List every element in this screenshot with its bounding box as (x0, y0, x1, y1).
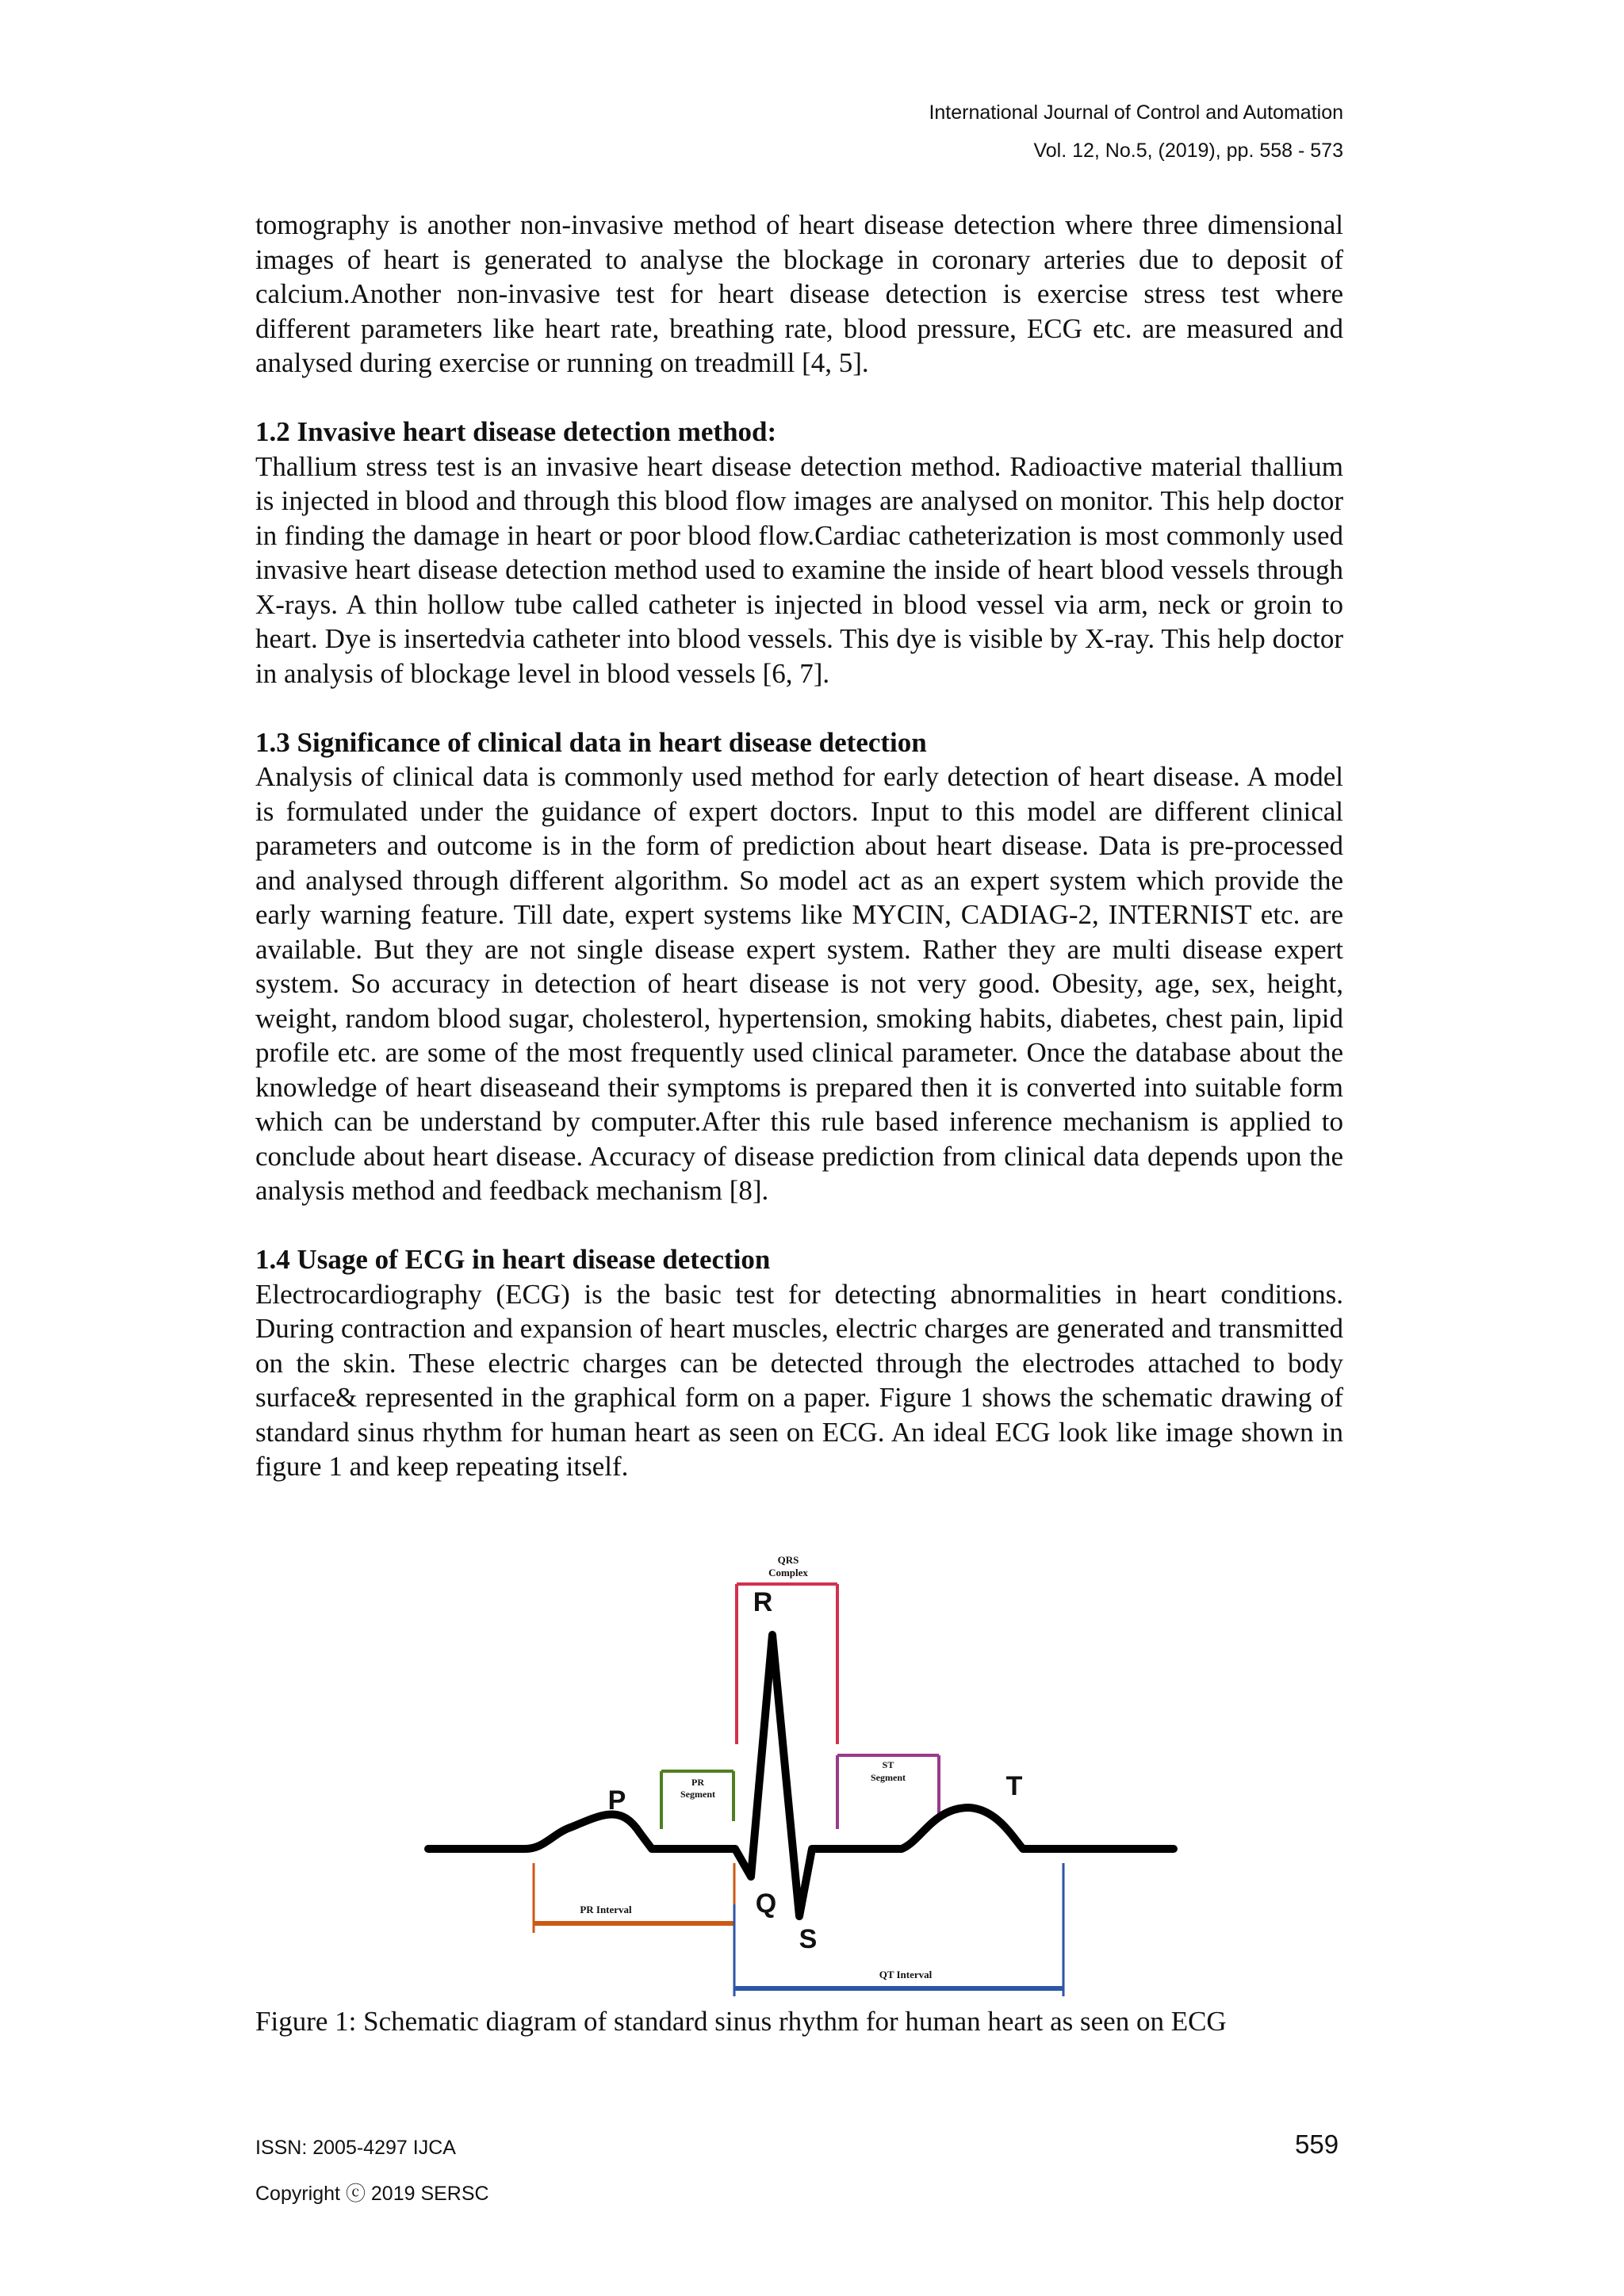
pr-interval-bracket (534, 1863, 734, 1933)
ecg-diagram (414, 1556, 1216, 1999)
ecg-trace (428, 1635, 1174, 1916)
qrs-complex-bracket (737, 1584, 837, 1744)
journal-volume: Vol. 12, No.5, (2019), pp. 558 - 573 (1033, 140, 1343, 162)
section-text-1-2: Thallium stress test is an invasive heart disease detection method. Radioactive material thallium is injected in blood and through this blood flow images are analysed on monitor. This help doctor in finding the damage in heart or poor blood flow.Cardiac catheterization is most commonly used invasive heart disease detection method used to examine the inside of heart blood vessels through X-rays. A thin hollow tube called catheter is injected in blood vessel via arm, neck or groin to heart. Dye is insertedvia catheter into blood vessels. This dye is visible by X-ray. This help doctor in analysis of blockage level in blood vessels [6, 7]. (255, 450, 1343, 689)
journal-title: International Journal of Control and Automation (929, 101, 1343, 124)
section-text-1-3: Analysis of clinical data is commonly used method for early detection of heart disease. A model is formulated under the guidance of expert doctors. Input to this model are different clinical parameters and outcome is in the form of prediction about heart disease. Data is pre-processed and analysed through different algorithm. So model act as an expert system which provide the early warning feature. Till date, expert systems like MYCIN, CADIAG-2, INTERNIST etc. are available. But they are not single disease expert system. Rather they are multi disease expert system. So accuracy in detection of heart disease is not very good. Obesity, age, sex, height, weight, random blood sugar, cholesterol, hypertension, smoking habits, diabetes, chest pain, lipid profile etc. are some of the most frequently used clinical parameter. Once the database about the knowledge of heart diseaseand their symptoms is prepared then it is converted into suitable form which can be understand by computer.After this rule based inference mechanism is applied to conclude about heart disease. Accuracy of disease prediction from clinical data depends upon the analysis method and feedback mechanism [8]. (255, 761, 1343, 1206)
label-qrs-1: QRS (777, 1556, 799, 1566)
article-body (255, 208, 1343, 1484)
footer-issn: ISSN: 2005-4297 IJCA (255, 2137, 456, 2159)
footer-copyright: Copyright ⓒ 2019 SERSC (255, 2183, 489, 2205)
intro-paragraph: tomography is another non-invasive method of heart disease detection where three dimensional images of heart is generated to analyse the blockage in coronary arteries due to deposit of calcium.Another non-invasive test for heart disease detection is exercise stress test where different parameters like heart rate, breathing rate, blood pressure, ECG etc. are measured and analysed during exercise or running on treadmill [4, 5]. (255, 209, 1343, 378)
section-heading-1-4: 1.4 Usage of ECG in heart disease detection (255, 1244, 771, 1275)
label-r: R (753, 1587, 773, 1617)
label-qt-interval: QT Interval (879, 1969, 933, 1980)
section-text-1-4: Electrocardiography (ECG) is the basic test for detecting abnormalities in heart conditions. During contraction and expansion of heart muscles, electric charges are generated and transmitted on the skin. These electric charges can be detected through the electrodes attached to body surface& represented in the graphical form on a paper. Figure 1 shows the schematic drawing of standard sinus rhythm for human heart as seen on ECG. An ideal ECG look like image shown in figure 1 and keep repeating itself. (255, 1278, 1343, 1482)
label-s: S (799, 1924, 818, 1954)
label-t: T (1005, 1771, 1023, 1801)
section-heading-1-2: 1.2 Invasive heart disease detection method: (255, 416, 777, 447)
label-st-segment-2: Segment (871, 1772, 906, 1783)
page-number: 559 (1295, 2130, 1339, 2159)
label-q: Q (755, 1888, 777, 1919)
label-pr-segment-1: PR (691, 1777, 704, 1788)
label-p: P (607, 1785, 626, 1816)
label-pr-segment-2: Segment (680, 1789, 715, 1800)
label-pr-interval: PR Interval (580, 1904, 632, 1915)
section-heading-1-3: 1.3 Significance of clinical data in heart disease detection (255, 726, 927, 758)
figure-caption: Figure 1: Schematic diagram of standard sinus rhythm for human heart as seen on ECG (255, 2006, 1227, 2037)
label-qrs-2: Complex (768, 1567, 808, 1578)
label-st-segment-1: ST (882, 1759, 894, 1770)
